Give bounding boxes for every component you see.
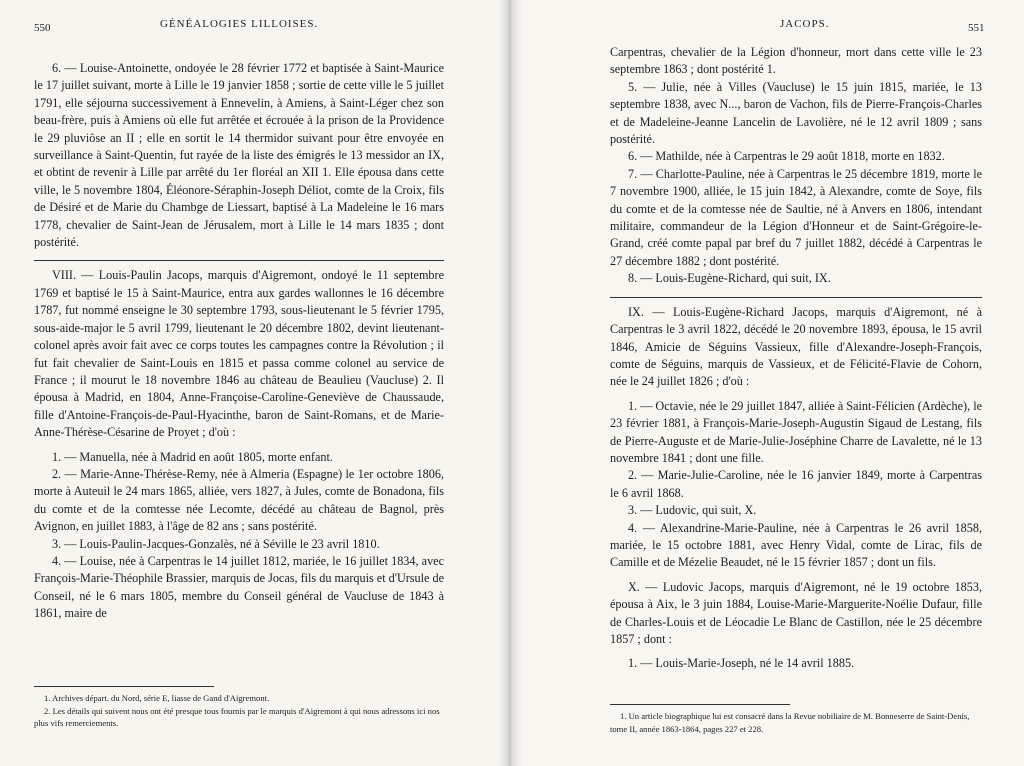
footnotes	[34, 686, 444, 730]
footnote-rule	[34, 686, 214, 687]
body-text	[34, 60, 444, 623]
paragraph: 1. — Louis-Marie-Joseph, né le 14 avril 1885.	[628, 656, 855, 671]
page-number: 551	[968, 22, 985, 34]
paragraph: 8. — Louis-Eugène-Richard, qui suit, IX.	[628, 271, 831, 286]
footnotes	[610, 704, 982, 735]
right-page	[510, 0, 1024, 766]
body-text	[610, 44, 982, 673]
paragraph: 5. — Julie, née à Villes (Vaucluse) le 15 juin 1815, mariée, le 13 septembre 1838, avec N..., baron de Vachon, fils de Pierre-François-Charles et de Madeleine-Jeanne Lancelin de Lavolière, né le 12 avril 1809 ; sans postérité.	[610, 79, 982, 147]
paragraph: 2. — Marie-Anne-Thérèse-Remy, née à Almeria (Espagne) le 1er octobre 1806, morte à Auteuil le 24 mars 1865, alliée, vers 1827, à Jules, comte de Bonadona, fils du comte et de la comtesse née Lecomte, décédé au château de Bagnol, près Avignon, en juillet 1883, à l'âge de 82 ans ; sans postérité.	[34, 466, 444, 534]
running-head: JACOPS.	[780, 18, 830, 30]
section-divider	[34, 260, 444, 261]
paragraph: 1. — Octavie, née le 29 juillet 1847, alliée à Saint-Félicien (Ardèche), le 23 février 1881, à François-Marie-Joseph-Augustin Sigaud de Lestang, fils de Pierre-Auguste et de Marie-Julie-Joséphine Charre de Lavalette, né le 13 novembre 1841 ; dont une fille.	[610, 398, 982, 465]
paragraph: 4. — Louise, née à Carpentras le 14 juillet 1812, mariée, le 16 juillet 1834, avec François-Marie-Théophile Brassier, marquis de Jocas, fils du marquis et d'Ursule de Conseil, né le 6 mars 1805, membre du Conseil général de Vaucluse de 1843 à 1861, maire de	[34, 553, 444, 621]
book-gutter	[498, 0, 522, 766]
paragraph: 2. — Marie-Julie-Caroline, née le 16 janvier 1849, morte à Carpentras le 6 avril 1868.	[610, 468, 982, 500]
left-page	[0, 0, 508, 766]
paragraph: 3. — Ludovic, qui suit, X.	[628, 503, 757, 518]
paragraph: 6. — Louise-Antoinette, ondoyée le 28 février 1772 et baptisée à Saint-Maurice le 17 juillet suivant, morte à Lille le 19 janvier 1858 ; sortie de cette ville le 5 juillet 1791, elle séjourna successivement à Ennevelin, à Amiens, à Saint-Léger chez son beau-frère, puis à Amiens où elle fut arrêtée et écrouée à la prison de la Providence le 29 pluviôse an II ; elle en sortit le 14 thermidor suivant pour être envoyée en surveillance à Saint-Quentin, fut rayée de la liste des émigrés le 13 messidor an IX, et obtint de revenir à Lille par arrêté du 1er floréal an XII 1. Elle épousa dans cette ville, le 5 novembre 1804, Éléonore-Séraphin-Joseph Déliot, comte de la Croix, fils de Désiré et de Marie du Chambge de Liessart, baptisé à La Madeleine le 16 mars 1778, chevalier de Saint-Jean de Jérusalem, mort à Lille le 14 mars 1835 ; dont postérité.	[34, 61, 444, 250]
running-head: GÉNÉALOGIES LILLOISES.	[160, 18, 319, 30]
footnote-rule	[610, 704, 790, 705]
paragraph: 6. — Mathilde, née à Carpentras le 29 août 1818, morte en 1832.	[628, 149, 945, 164]
paragraph: Carpentras, chevalier de la Légion d'honneur, mort dans cette ville le 23 septembre 1863 ; dont postérité 1.	[610, 45, 982, 77]
paragraph: 3. — Louis-Paulin-Jacques-Gonzalès, né à Séville le 23 avril 1810.	[52, 536, 380, 551]
footnote: 1. Un article biographique lui est consacré dans la Revue nobiliaire de M. Bonneserre de Saint-Denis, tome II, année 1863-1864, pages 227 et 228.	[610, 711, 970, 734]
paragraph: X. — Ludovic Jacops, marquis d'Aigremont, né le 19 octobre 1853, épousa à Aix, le 3 juin 1884, Louise-Marie-Marguerite-Noélie Dufaur, fille de Charles-Louis et de Léocadie Le Blanc de Castillon, née le 25 décembre 1857 ; dont :	[610, 579, 982, 646]
paragraph: 1. — Manuella, née à Madrid en août 1805, morte enfant.	[52, 449, 333, 464]
paragraph: VIII. — Louis-Paulin Jacops, marquis d'Aigremont, ondoyé le 11 septembre 1769 et baptisé le 15 à Saint-Maurice, entra aux gardes wallonnes le 16 décembre 1787, fut nommé enseigne le 30 septembre 1793, sous-lieutenant le 5 février 1795, sous-aide-major le 5 avril 1799, lieutenant le 20 décembre 1802, devint lieutenant-colonel après avoir fait avec ce corps toutes les campagnes contre la Révolution ; il fut fait chevalier de Saint-Louis en 1815 et passa comme colonel au service de France ; il mourut le 18 novembre 1846 au château de Beaulieu (Vaucluse) 2. Il épousa à Madrid, en 1804, Anne-Françoise-Caroline-Geneviève de Chaussaude, fille d'Antoine-François-de-Paul-Hyacinthe, baron de Saint-Romans, et de Marie-Anne-Thérèse-Césarine de Proyet ; d'où :	[34, 268, 444, 440]
footnote: 2. Les détails qui suivent nous ont été presque tous fournis par le marquis d'Aigremont à qui nous adressons ici nos plus vifs remerciements.	[34, 705, 440, 729]
paragraph: 4. — Alexandrine-Marie-Pauline, née à Carpentras le 26 avril 1858, mariée, le 15 octobre 1881, avec Henry Vidal, comte de Lirac, fils de Camille et de Mézelie Beaudet, né le 15 février 1857 ; dont un fils.	[610, 520, 982, 570]
paragraph: 7. — Charlotte-Pauline, née à Carpentras le 25 décembre 1819, morte le 7 novembre 1900, alliée, le 15 juin 1842, à Alexandre, comte de Soye, fils du comte et de la comtesse née de Saultie, né à Anvers en 1806, intendant militaire, commandeur de la Légion d'Honneur et de Saint-Grégoire-le-Grand, créé comte papal par bref du 7 juillet 1882, décédé à Carpentras le 27 décembre 1882 ; dont postérité.	[610, 166, 982, 268]
paragraph: IX. — Louis-Eugène-Richard Jacops, marquis d'Aigremont, né à Carpentras le 3 avril 1822, décédé le 20 novembre 1893, épousa, le 15 avril 1846, Amicie de Séguins Vassieux, fille d'Alexandre-Joseph-François, comte de Séguins, marquis de Vassieux, et de Félicité-Flavie de Cohorn, née le 24 juillet 1826 ; d'où :	[610, 304, 982, 389]
section-divider	[610, 297, 982, 298]
page-number: 550	[34, 22, 51, 34]
footnote: 1. Archives départ. du Nord, série E, liasse de Gand d'Aigremont.	[44, 693, 270, 703]
